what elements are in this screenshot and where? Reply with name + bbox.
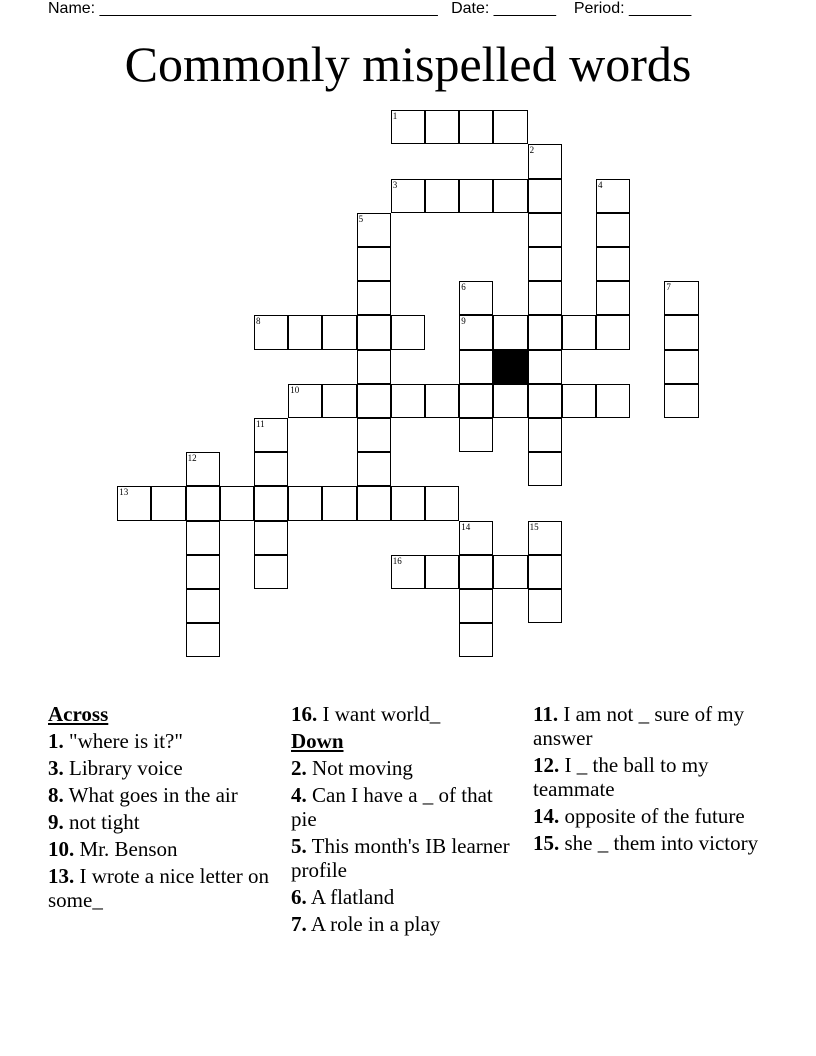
- grid-cell[interactable]: [596, 213, 630, 247]
- date-blank[interactable]: _______: [493, 0, 557, 17]
- grid-cell[interactable]: [528, 144, 562, 178]
- grid-cell[interactable]: [528, 350, 562, 384]
- grid-cell[interactable]: [288, 384, 322, 418]
- clues-column-2: [291, 702, 521, 939]
- grid-cell[interactable]: [664, 281, 698, 315]
- grid-cell[interactable]: [528, 213, 562, 247]
- grid-cell[interactable]: [357, 384, 391, 418]
- grid-cell[interactable]: [391, 110, 425, 144]
- grid-cell[interactable]: [596, 315, 630, 349]
- cell-number: 13: [119, 487, 129, 498]
- grid-cell[interactable]: [528, 521, 562, 555]
- period-label: Period:: [573, 0, 625, 17]
- grid-cell[interactable]: [596, 281, 630, 315]
- grid-cell[interactable]: [493, 555, 527, 589]
- grid-cell[interactable]: [459, 623, 493, 657]
- grid-cell[interactable]: [528, 555, 562, 589]
- grid-cell[interactable]: [288, 315, 322, 349]
- grid-cell[interactable]: [425, 486, 459, 520]
- cell-number: 2: [529, 145, 535, 156]
- grid-cell[interactable]: [288, 486, 322, 520]
- cell-number: 3: [392, 179, 398, 190]
- clue-across-16: 16. I want world_: [291, 702, 441, 726]
- clue-down-2: 2. Not moving: [291, 756, 413, 780]
- clue-down-14: 14. opposite of the future: [533, 804, 745, 828]
- grid-cell[interactable]: [528, 589, 562, 623]
- clue-down-5: 5. This month's IB learner profile: [291, 834, 510, 882]
- grid-cell[interactable]: [322, 315, 356, 349]
- cell-number: 1: [392, 111, 398, 122]
- grid-cell[interactable]: [596, 384, 630, 418]
- grid-cell[interactable]: [425, 555, 459, 589]
- grid-cell[interactable]: [528, 281, 562, 315]
- grid-cell[interactable]: [357, 213, 391, 247]
- clues-column-1: [48, 702, 278, 915]
- clue-down-4: 4. Can I have a _ of that pie: [291, 783, 493, 831]
- date-label: Date:: [451, 0, 490, 17]
- grid-cell[interactable]: [220, 486, 254, 520]
- cell-number: 6: [461, 282, 466, 293]
- grid-cell[interactable]: [391, 179, 425, 213]
- grid-cell[interactable]: [459, 384, 493, 418]
- grid-cell[interactable]: [596, 179, 630, 213]
- grid-cell[interactable]: [596, 247, 630, 281]
- grid-cell[interactable]: [357, 350, 391, 384]
- clue-down-15: 15. she _ them into victory: [533, 831, 759, 855]
- cell-number: 4: [598, 179, 603, 190]
- grid-cell[interactable]: [528, 418, 562, 452]
- cell-number: 9: [461, 316, 466, 327]
- grid-cell[interactable]: [459, 555, 493, 589]
- clue-across-1: 1. "where is it?": [48, 729, 183, 753]
- grid-cell[interactable]: [425, 384, 459, 418]
- cell-number: 10: [290, 384, 300, 395]
- grid-cell[interactable]: [664, 315, 698, 349]
- grid-cell[interactable]: [459, 281, 493, 315]
- grid-cell[interactable]: [186, 486, 220, 520]
- grid-cell[interactable]: [391, 384, 425, 418]
- grid-cell[interactable]: [186, 623, 220, 657]
- clue-down-7: 7. A role in a play: [291, 912, 441, 936]
- grid-cell[interactable]: [117, 486, 151, 520]
- grid-cell[interactable]: [528, 384, 562, 418]
- cell-number: 11: [256, 419, 265, 429]
- grid-cell[interactable]: [493, 179, 527, 213]
- grid-cell[interactable]: [254, 315, 288, 349]
- blocked-cell: [493, 350, 527, 384]
- period-blank[interactable]: _______: [629, 0, 692, 17]
- name-blank[interactable]: ______________________________________: [99, 0, 438, 17]
- cell-number: 5: [358, 213, 364, 224]
- grid-cell[interactable]: [254, 486, 288, 520]
- clue-down-11: 11. I am not _ sure of my answer: [533, 702, 745, 750]
- grid-cell[interactable]: [186, 555, 220, 589]
- clue-across-3: 3. Library voice: [48, 756, 183, 780]
- grid-cell[interactable]: [391, 555, 425, 589]
- grid-cell[interactable]: [186, 589, 220, 623]
- grid-cell[interactable]: [459, 110, 493, 144]
- grid-cell[interactable]: [459, 418, 493, 452]
- grid-cell[interactable]: [357, 486, 391, 520]
- grid-cell[interactable]: [391, 315, 425, 349]
- clue-across-9: 9. not tight: [48, 810, 140, 834]
- grid-cell[interactable]: [357, 281, 391, 315]
- grid-cell[interactable]: [254, 452, 288, 486]
- down-heading: Down: [291, 729, 344, 753]
- clue-across-8: 8. What goes in the air: [48, 783, 238, 807]
- grid-cell[interactable]: [425, 179, 459, 213]
- grid-cell[interactable]: [528, 247, 562, 281]
- grid-cell[interactable]: [322, 384, 356, 418]
- grid-cell[interactable]: [664, 350, 698, 384]
- cell-number: 12: [187, 453, 197, 464]
- grid-cell[interactable]: [459, 350, 493, 384]
- grid-cell[interactable]: [357, 452, 391, 486]
- cell-number: 14: [461, 521, 471, 532]
- grid-cell[interactable]: [664, 384, 698, 418]
- grid-cell[interactable]: [493, 110, 527, 144]
- grid-cell[interactable]: [459, 179, 493, 213]
- cell-number: 15: [529, 521, 539, 532]
- cell-number: 7: [666, 282, 671, 293]
- grid-cell[interactable]: [151, 486, 185, 520]
- across-heading: Across: [48, 702, 109, 726]
- grid-cell[interactable]: [528, 179, 562, 213]
- grid-cell[interactable]: [254, 521, 288, 555]
- grid-cell[interactable]: [254, 555, 288, 589]
- grid-cell[interactable]: [459, 589, 493, 623]
- page-title: Commonly mispelled words: [124, 36, 692, 92]
- grid-cell[interactable]: [493, 315, 527, 349]
- name-label: Name:: [48, 0, 96, 17]
- grid-cell[interactable]: [459, 521, 493, 555]
- clue-across-13: 13. I wrote a nice letter on some_: [48, 864, 269, 912]
- grid-cell[interactable]: [357, 418, 391, 452]
- cell-number: 16: [392, 555, 402, 566]
- clue-down-12: 12. I _ the ball to my teammate: [533, 753, 709, 801]
- grid-cell[interactable]: [425, 110, 459, 144]
- clues-column-3: [533, 702, 763, 858]
- grid-cell[interactable]: [562, 315, 596, 349]
- grid-cell[interactable]: [322, 486, 356, 520]
- clue-down-6: 6. A flatland: [291, 885, 395, 909]
- grid-cell[interactable]: [186, 521, 220, 555]
- grid-cell[interactable]: [562, 384, 596, 418]
- grid-cell[interactable]: [528, 452, 562, 486]
- grid-cell[interactable]: [528, 315, 562, 349]
- grid-cell[interactable]: [186, 452, 220, 486]
- grid-cell[interactable]: [254, 418, 288, 452]
- grid-cell[interactable]: [357, 315, 391, 349]
- grid-cell[interactable]: [357, 247, 391, 281]
- clue-across-10: 10. Mr. Benson: [48, 837, 178, 861]
- grid-cell[interactable]: [459, 315, 493, 349]
- grid-cell[interactable]: [391, 486, 425, 520]
- grid-cell[interactable]: [493, 384, 527, 418]
- cell-number: 8: [256, 316, 261, 327]
